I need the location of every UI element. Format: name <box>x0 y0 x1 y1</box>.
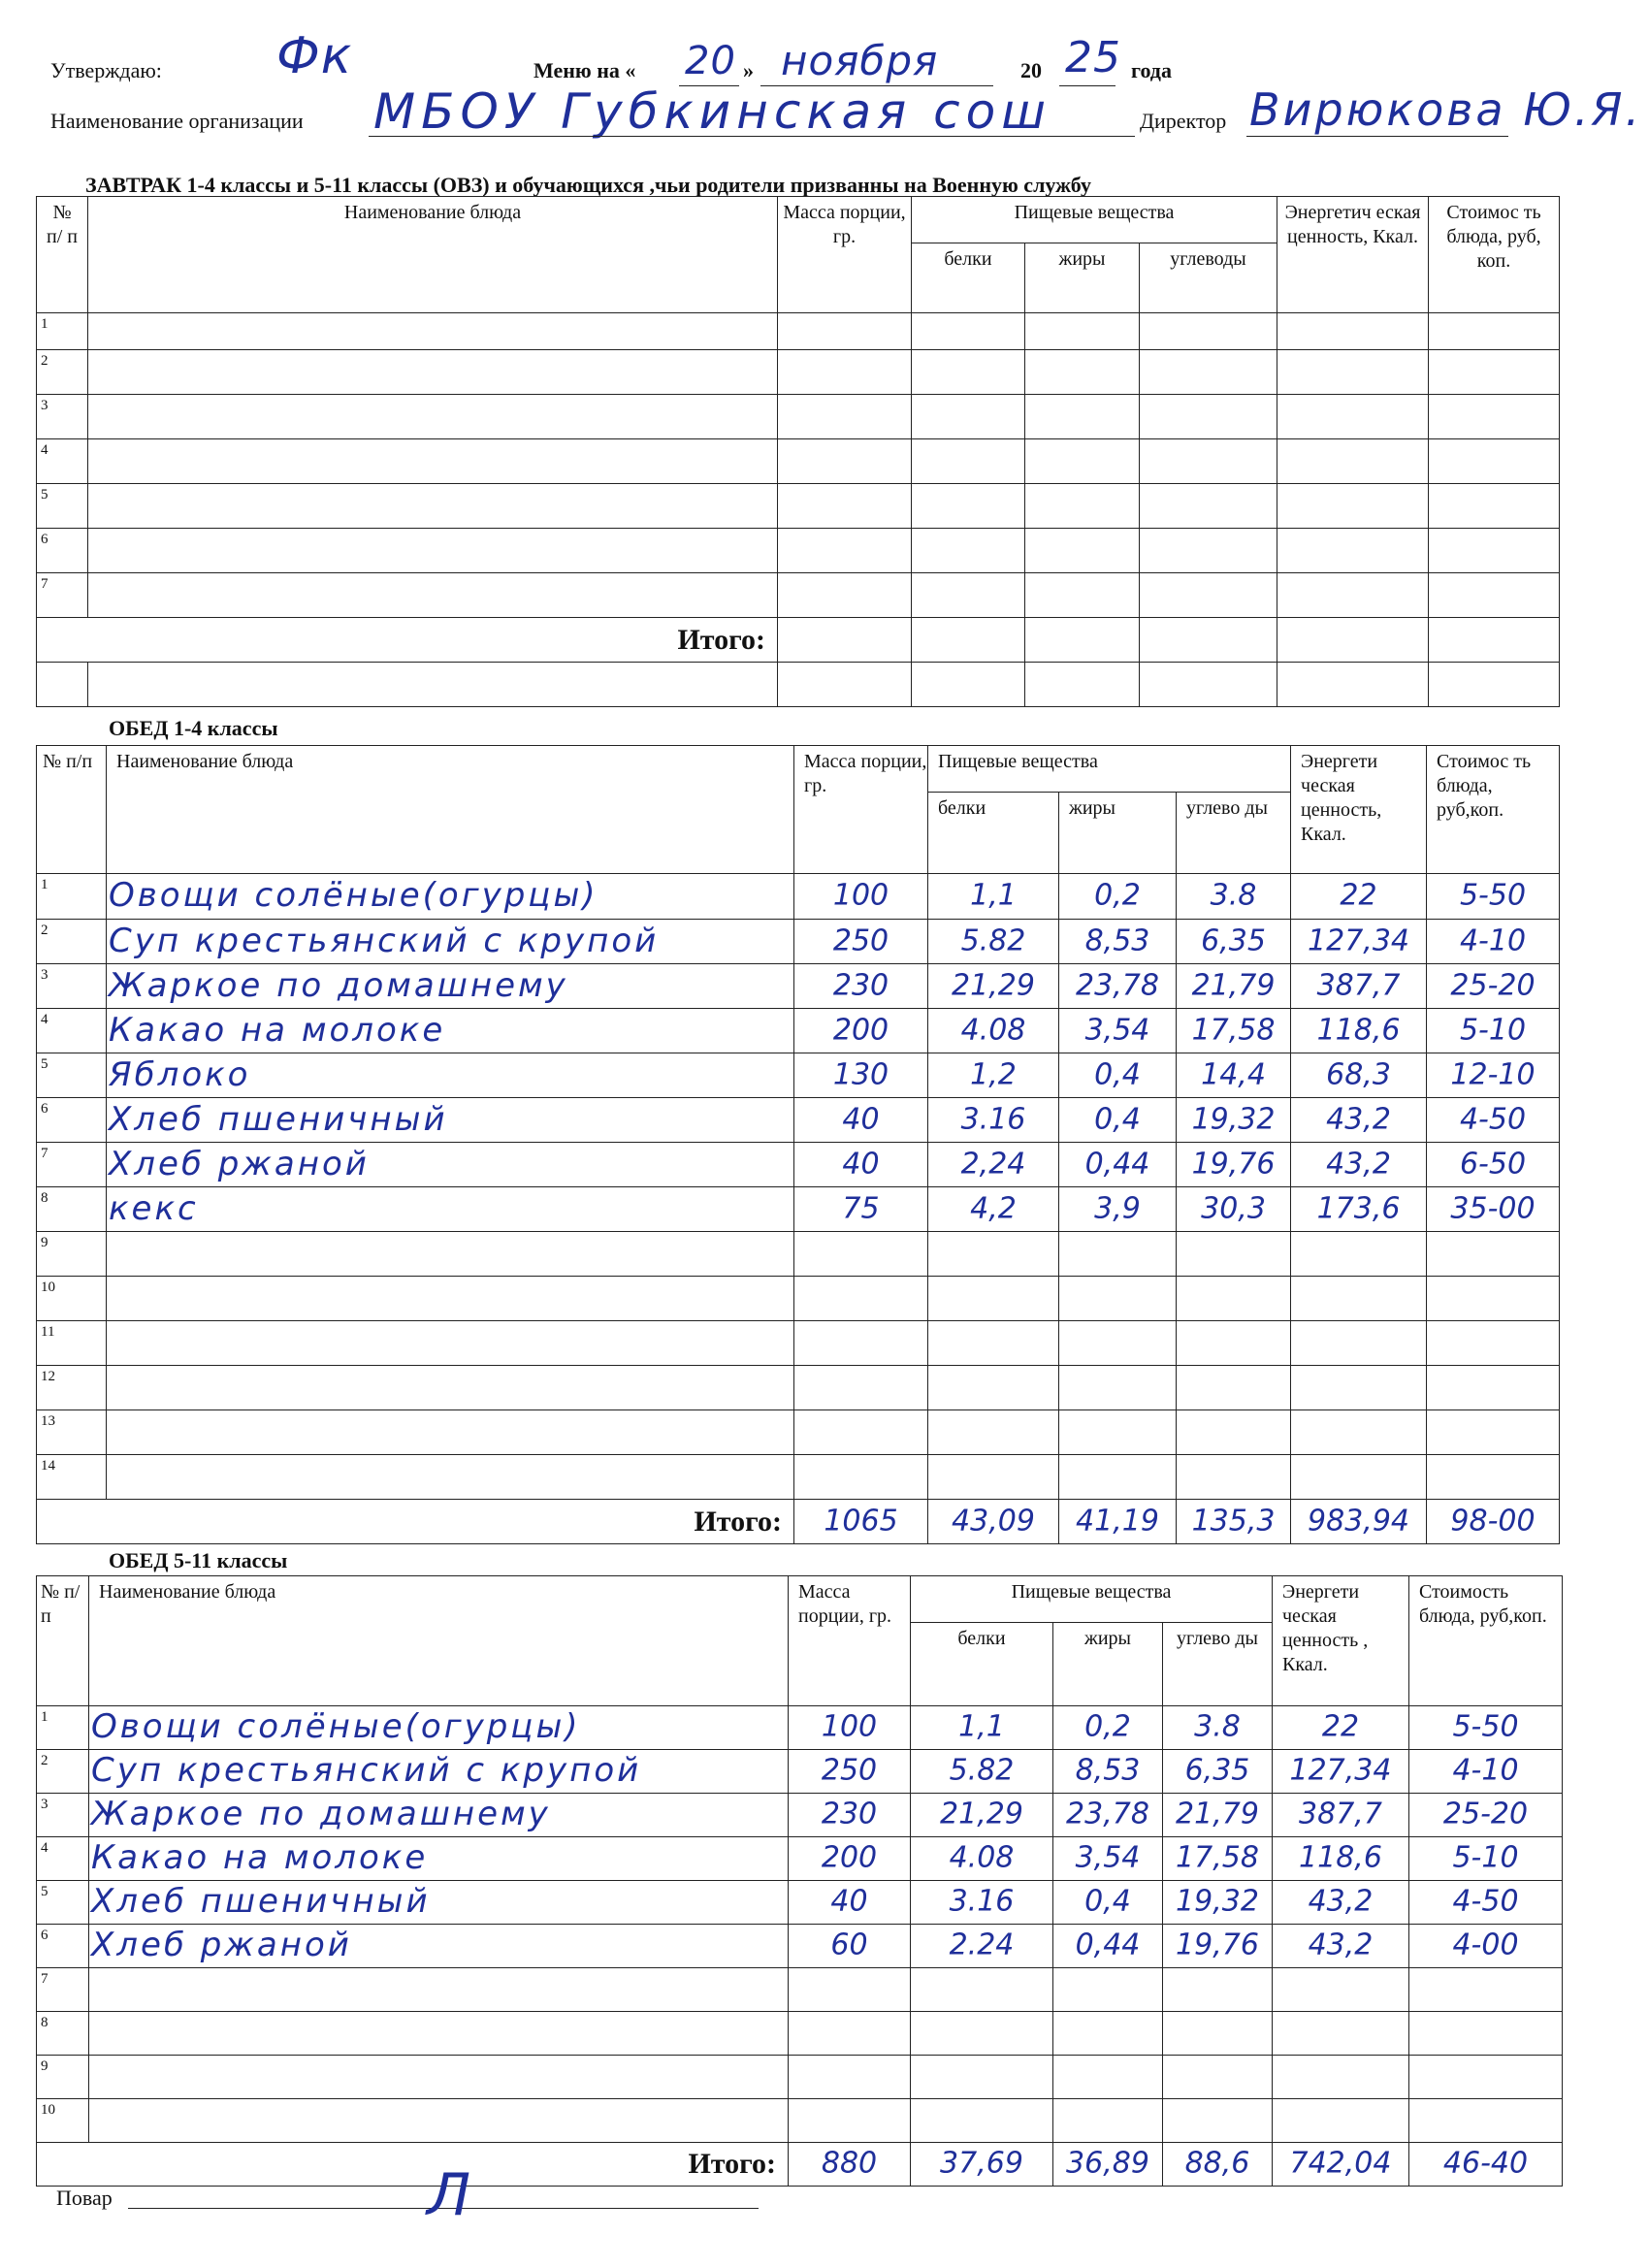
cook-signature: Л <box>427 2161 472 2229</box>
row-number: 4 <box>37 1837 89 1881</box>
row-number: 14 <box>37 1455 107 1500</box>
dish-carbs: 17,58 <box>1191 1013 1276 1047</box>
col-carbs: углево ды <box>1163 1623 1273 1706</box>
col-nutrients: Пищевые вещества <box>911 1576 1273 1623</box>
dish-cost: 4-00 <box>1452 1928 1519 1962</box>
dish-name: кекс <box>109 1188 199 1228</box>
dish-protein: 4.08 <box>960 1013 1026 1047</box>
col-num: № п/п <box>37 746 107 874</box>
dish-cost: 4-50 <box>1452 1884 1519 1919</box>
col-cost: Стоимос ть блюда, руб,коп. <box>1427 746 1560 874</box>
dish-protein: 4,2 <box>970 1191 1017 1225</box>
total-row <box>37 618 1560 663</box>
menu-year-suffix: 25 <box>1065 33 1121 82</box>
row-number: 7 <box>37 573 88 618</box>
dish-carbs: 30,3 <box>1201 1191 1266 1225</box>
table-row <box>37 920 1560 964</box>
col-nutrients: Пищевые вещества <box>928 746 1291 793</box>
dish-protein: 4.08 <box>949 1840 1015 1875</box>
row-number: 10 <box>37 1277 107 1321</box>
row-number: 2 <box>37 920 107 964</box>
row-number: 9 <box>37 1232 107 1277</box>
col-cost: Стоимость блюда, руб,коп. <box>1409 1576 1563 1706</box>
dish-mass: 75 <box>842 1191 880 1225</box>
col-cost: Стоимос ть блюда, руб, коп. <box>1429 197 1560 313</box>
dish-fat: 3,9 <box>1094 1191 1141 1225</box>
table-row <box>37 1098 1560 1143</box>
row-number: 3 <box>37 964 107 1009</box>
dish-carbs: 14,4 <box>1201 1057 1266 1091</box>
dish-carbs: 3.8 <box>1210 878 1257 913</box>
col-name: Наименование блюда <box>88 197 778 313</box>
total-protein: 37,69 <box>940 2146 1023 2181</box>
row-number: 4 <box>37 1009 107 1053</box>
col-num: № п/ п <box>37 197 88 313</box>
col-name: Наименование блюда <box>89 1576 789 1706</box>
total-label: Итого: <box>37 618 778 663</box>
dish-protein: 1,2 <box>970 1057 1017 1091</box>
total-fat: 41,19 <box>1076 1504 1159 1538</box>
table-row <box>37 964 1560 1009</box>
dish-carbs: 19,76 <box>1176 1928 1259 1962</box>
col-energy: Энергетич еская ценность, Ккал. <box>1277 197 1429 313</box>
row-number: 11 <box>37 1321 107 1366</box>
col-carbs: углево ды <box>1177 793 1291 874</box>
dish-cost: 4-10 <box>1459 923 1527 957</box>
dish-mass: 40 <box>830 1884 868 1919</box>
table-row <box>37 1925 1563 1968</box>
dish-energy: 43,2 <box>1308 1884 1374 1919</box>
col-fat: жиры <box>1059 793 1177 874</box>
col-mass: Масса порции, гр. <box>778 197 912 313</box>
total-cost: 98-00 <box>1450 1504 1536 1538</box>
dish-mass: 100 <box>821 1709 878 1744</box>
dish-cost: 25-20 <box>1442 1797 1529 1831</box>
dish-name: Хлеб пшеничный <box>109 1099 448 1139</box>
dish-fat: 3,54 <box>1084 1013 1150 1047</box>
table-row <box>37 1277 1560 1321</box>
row-number: 9 <box>37 2056 89 2099</box>
row-number: 6 <box>37 1098 107 1143</box>
row-number: 3 <box>37 395 88 439</box>
total-carbs: 135,3 <box>1191 1504 1276 1538</box>
table-row <box>37 484 1560 529</box>
col-mass: Масса порции, гр. <box>789 1576 911 1706</box>
dish-carbs: 21,79 <box>1191 968 1276 1002</box>
dish-name: Овощи солёные(огурцы) <box>109 875 598 915</box>
dish-carbs: 19,32 <box>1191 1102 1276 1136</box>
dish-name: Жаркое по домашнему <box>109 965 568 1005</box>
dish-cost: 12-10 <box>1450 1057 1536 1091</box>
menu-label: Меню на « <box>534 58 636 82</box>
col-nutrients: Пищевые вещества <box>912 197 1277 243</box>
dish-energy: 387,7 <box>1316 968 1401 1002</box>
table-row <box>37 439 1560 484</box>
cook-label: Повар <box>56 2186 113 2210</box>
table-row <box>37 1706 1563 1750</box>
dish-protein: 3.16 <box>949 1884 1015 1919</box>
row-number: 7 <box>37 1968 89 2012</box>
dish-fat: 23,78 <box>1076 968 1159 1002</box>
col-mass: Масса порции, гр. <box>794 746 928 874</box>
dish-cost: 5-50 <box>1452 1709 1519 1744</box>
breakfast-title: ЗАВТРАК 1-4 классы и 5-11 классы (ОВЗ) и обучающихся ,чьи родители призванны на Военную службу <box>85 173 1091 197</box>
col-carbs: углеводы <box>1140 243 1277 313</box>
lunch-5-11-table <box>36 1575 1563 2187</box>
lunch-1-4-table <box>36 745 1560 1544</box>
dish-name: Какао на молоке <box>91 1837 429 1877</box>
org-label: Наименование организации <box>50 109 304 133</box>
dish-mass: 200 <box>832 1013 889 1047</box>
col-protein: белки <box>928 793 1059 874</box>
row-number: 3 <box>37 1794 89 1837</box>
dish-protein: 1,1 <box>958 1709 1005 1744</box>
dish-energy: 118,6 <box>1316 1013 1401 1047</box>
dish-name: Яблоко <box>109 1054 251 1094</box>
table-row <box>37 313 1560 350</box>
table-row <box>37 350 1560 395</box>
menu-month: ноября <box>781 37 939 84</box>
table-row <box>37 1143 1560 1187</box>
col-protein: белки <box>912 243 1025 313</box>
dish-fat: 23,78 <box>1066 1797 1149 1831</box>
row-number: 8 <box>37 2012 89 2056</box>
row-number: 10 <box>37 2099 89 2143</box>
total-carbs: 88,6 <box>1184 2146 1250 2181</box>
dish-carbs: 6,35 <box>1201 923 1266 957</box>
dish-cost: 5-10 <box>1459 1013 1527 1047</box>
col-energy: Энергети ческая ценность , Ккал. <box>1273 1576 1409 1706</box>
total-label: Итого: <box>37 1500 794 1544</box>
dish-cost: 4-50 <box>1459 1102 1527 1136</box>
row-number: 5 <box>37 1053 107 1098</box>
total-fat: 36,89 <box>1066 2146 1149 2181</box>
dish-mass: 60 <box>830 1928 868 1962</box>
table-row <box>37 529 1560 573</box>
dish-name: Суп крестьянский с крупой <box>91 1750 642 1790</box>
table-row <box>37 1053 1560 1098</box>
dish-mass: 40 <box>842 1147 880 1181</box>
dish-protein: 5.82 <box>960 923 1026 957</box>
row-number: 2 <box>37 1750 89 1794</box>
total-row <box>37 2143 1563 2187</box>
table-row <box>37 1009 1560 1053</box>
dish-cost: 4-10 <box>1452 1753 1519 1788</box>
dish-name: Хлеб ржаной <box>109 1144 370 1183</box>
menu-year-prefix: 20 <box>1020 58 1042 82</box>
row-number: 8 <box>37 1187 107 1232</box>
dish-name: Суп крестьянский с крупой <box>109 921 660 960</box>
table-row <box>37 1968 1563 2012</box>
col-num: № п/ п <box>37 1576 89 1706</box>
dish-energy: 127,34 <box>1308 923 1409 957</box>
lunch-1-4-title: ОБЕД 1-4 классы <box>109 716 278 740</box>
dish-name: Хлеб пшеничный <box>91 1881 431 1921</box>
director-value: Вирюкова Ю.Я. <box>1249 83 1643 136</box>
dish-carbs: 17,58 <box>1176 1840 1259 1875</box>
total-energy: 742,04 <box>1289 2146 1392 2181</box>
row-number: 1 <box>37 1706 89 1750</box>
dish-protein: 3.16 <box>960 1102 1026 1136</box>
row-number: 1 <box>37 874 107 920</box>
approve-signature: Фк <box>276 27 353 85</box>
total-mass: 880 <box>821 2146 878 2181</box>
dish-fat: 0,4 <box>1094 1057 1141 1091</box>
total-protein: 43,09 <box>952 1504 1035 1538</box>
dish-mass: 100 <box>832 878 889 913</box>
total-cost: 46-40 <box>1442 2146 1529 2181</box>
dish-fat: 0,4 <box>1084 1884 1131 1919</box>
dish-cost: 35-00 <box>1450 1191 1536 1225</box>
col-protein: белки <box>911 1623 1053 1706</box>
dish-energy: 173,6 <box>1316 1191 1401 1225</box>
table-row <box>37 1750 1563 1794</box>
dish-protein: 21,29 <box>940 1797 1023 1831</box>
dish-fat: 3,54 <box>1075 1840 1141 1875</box>
director-label: Директор <box>1140 109 1227 133</box>
table-row <box>37 1881 1563 1925</box>
table-row <box>37 1837 1563 1881</box>
dish-mass: 200 <box>821 1840 878 1875</box>
table-row <box>37 573 1560 618</box>
breakfast-table <box>36 196 1560 707</box>
total-label: Итого: <box>37 2143 789 2187</box>
row-number: 6 <box>37 1925 89 1968</box>
dish-fat: 0,2 <box>1094 878 1141 913</box>
menu-day: 20 <box>685 39 736 83</box>
dish-protein: 2.24 <box>949 1928 1015 1962</box>
total-mass: 1065 <box>824 1504 898 1538</box>
dish-cost: 5-10 <box>1452 1840 1519 1875</box>
dish-protein: 1,1 <box>970 878 1017 913</box>
dish-energy: 118,6 <box>1299 1840 1382 1875</box>
table-row <box>37 1410 1560 1455</box>
dish-fat: 8,53 <box>1084 923 1150 957</box>
dish-carbs: 6,35 <box>1184 1753 1250 1788</box>
table-row <box>37 395 1560 439</box>
dish-carbs: 21,79 <box>1176 1797 1259 1831</box>
row-number: 6 <box>37 529 88 573</box>
dish-energy: 43,2 <box>1326 1147 1391 1181</box>
col-fat: жиры <box>1053 1623 1163 1706</box>
dish-carbs: 19,76 <box>1191 1147 1276 1181</box>
approve-label: Утверждаю: <box>50 58 162 82</box>
dish-energy: 22 <box>1340 878 1377 913</box>
row-number: 5 <box>37 1881 89 1925</box>
col-energy: Энергети ческая ценность, Ккал. <box>1291 746 1427 874</box>
table-row <box>37 1187 1560 1232</box>
table-row <box>37 1455 1560 1500</box>
row-number: 5 <box>37 484 88 529</box>
dish-fat: 0,44 <box>1084 1147 1150 1181</box>
dish-energy: 22 <box>1321 1709 1360 1744</box>
table-row <box>37 874 1560 920</box>
table-row <box>37 2056 1563 2099</box>
table-row <box>37 1794 1563 1837</box>
row-number: 12 <box>37 1366 107 1410</box>
row-number: 1 <box>37 313 88 350</box>
dish-mass: 230 <box>821 1797 878 1831</box>
dish-fat: 0,44 <box>1075 1928 1141 1962</box>
dish-mass: 250 <box>832 923 889 957</box>
dish-mass: 130 <box>832 1057 889 1091</box>
dish-mass: 40 <box>842 1102 880 1136</box>
menu-year-word: года <box>1131 58 1172 82</box>
table-row <box>37 2012 1563 2056</box>
dish-protein: 21,29 <box>952 968 1035 1002</box>
table-row <box>37 2099 1563 2143</box>
dish-protein: 2,24 <box>960 1147 1026 1181</box>
dish-name: Какао на молоке <box>109 1010 446 1050</box>
lunch-5-11-title: ОБЕД 5-11 классы <box>109 1548 288 1572</box>
col-name: Наименование блюда <box>107 746 794 874</box>
dish-name: Хлеб ржаной <box>91 1925 352 1964</box>
dish-mass: 250 <box>821 1753 878 1788</box>
table-row <box>37 1321 1560 1366</box>
dish-carbs: 3.8 <box>1194 1709 1241 1744</box>
dish-energy: 43,2 <box>1326 1102 1391 1136</box>
row-number: 2 <box>37 350 88 395</box>
dish-cost: 6-50 <box>1459 1147 1527 1181</box>
dish-energy: 127,34 <box>1289 1753 1392 1788</box>
dish-fat: 8,53 <box>1075 1753 1141 1788</box>
menu-close-quote: » <box>743 58 754 82</box>
dish-cost: 5-50 <box>1459 878 1527 913</box>
dish-protein: 5.82 <box>949 1753 1015 1788</box>
total-row <box>37 1500 1560 1544</box>
dish-energy: 43,2 <box>1308 1928 1374 1962</box>
total-energy: 983,94 <box>1308 1504 1409 1538</box>
dish-cost: 25-20 <box>1450 968 1536 1002</box>
dish-name: Жаркое по домашнему <box>91 1794 551 1833</box>
dish-carbs: 19,32 <box>1176 1884 1259 1919</box>
dish-mass: 230 <box>832 968 889 1002</box>
col-fat: жиры <box>1025 243 1140 313</box>
dish-name: Овощи солёные(огурцы) <box>91 1706 581 1746</box>
dish-fat: 0,4 <box>1094 1102 1141 1136</box>
dish-fat: 0,2 <box>1084 1709 1131 1744</box>
row-number: 4 <box>37 439 88 484</box>
dish-energy: 68,3 <box>1326 1057 1391 1091</box>
dish-energy: 387,7 <box>1299 1797 1382 1831</box>
row-number: 13 <box>37 1410 107 1455</box>
row-number: 7 <box>37 1143 107 1187</box>
org-value: МБОУ Губкинская сош <box>373 83 1051 140</box>
table-row <box>37 1366 1560 1410</box>
table-row <box>37 1232 1560 1277</box>
